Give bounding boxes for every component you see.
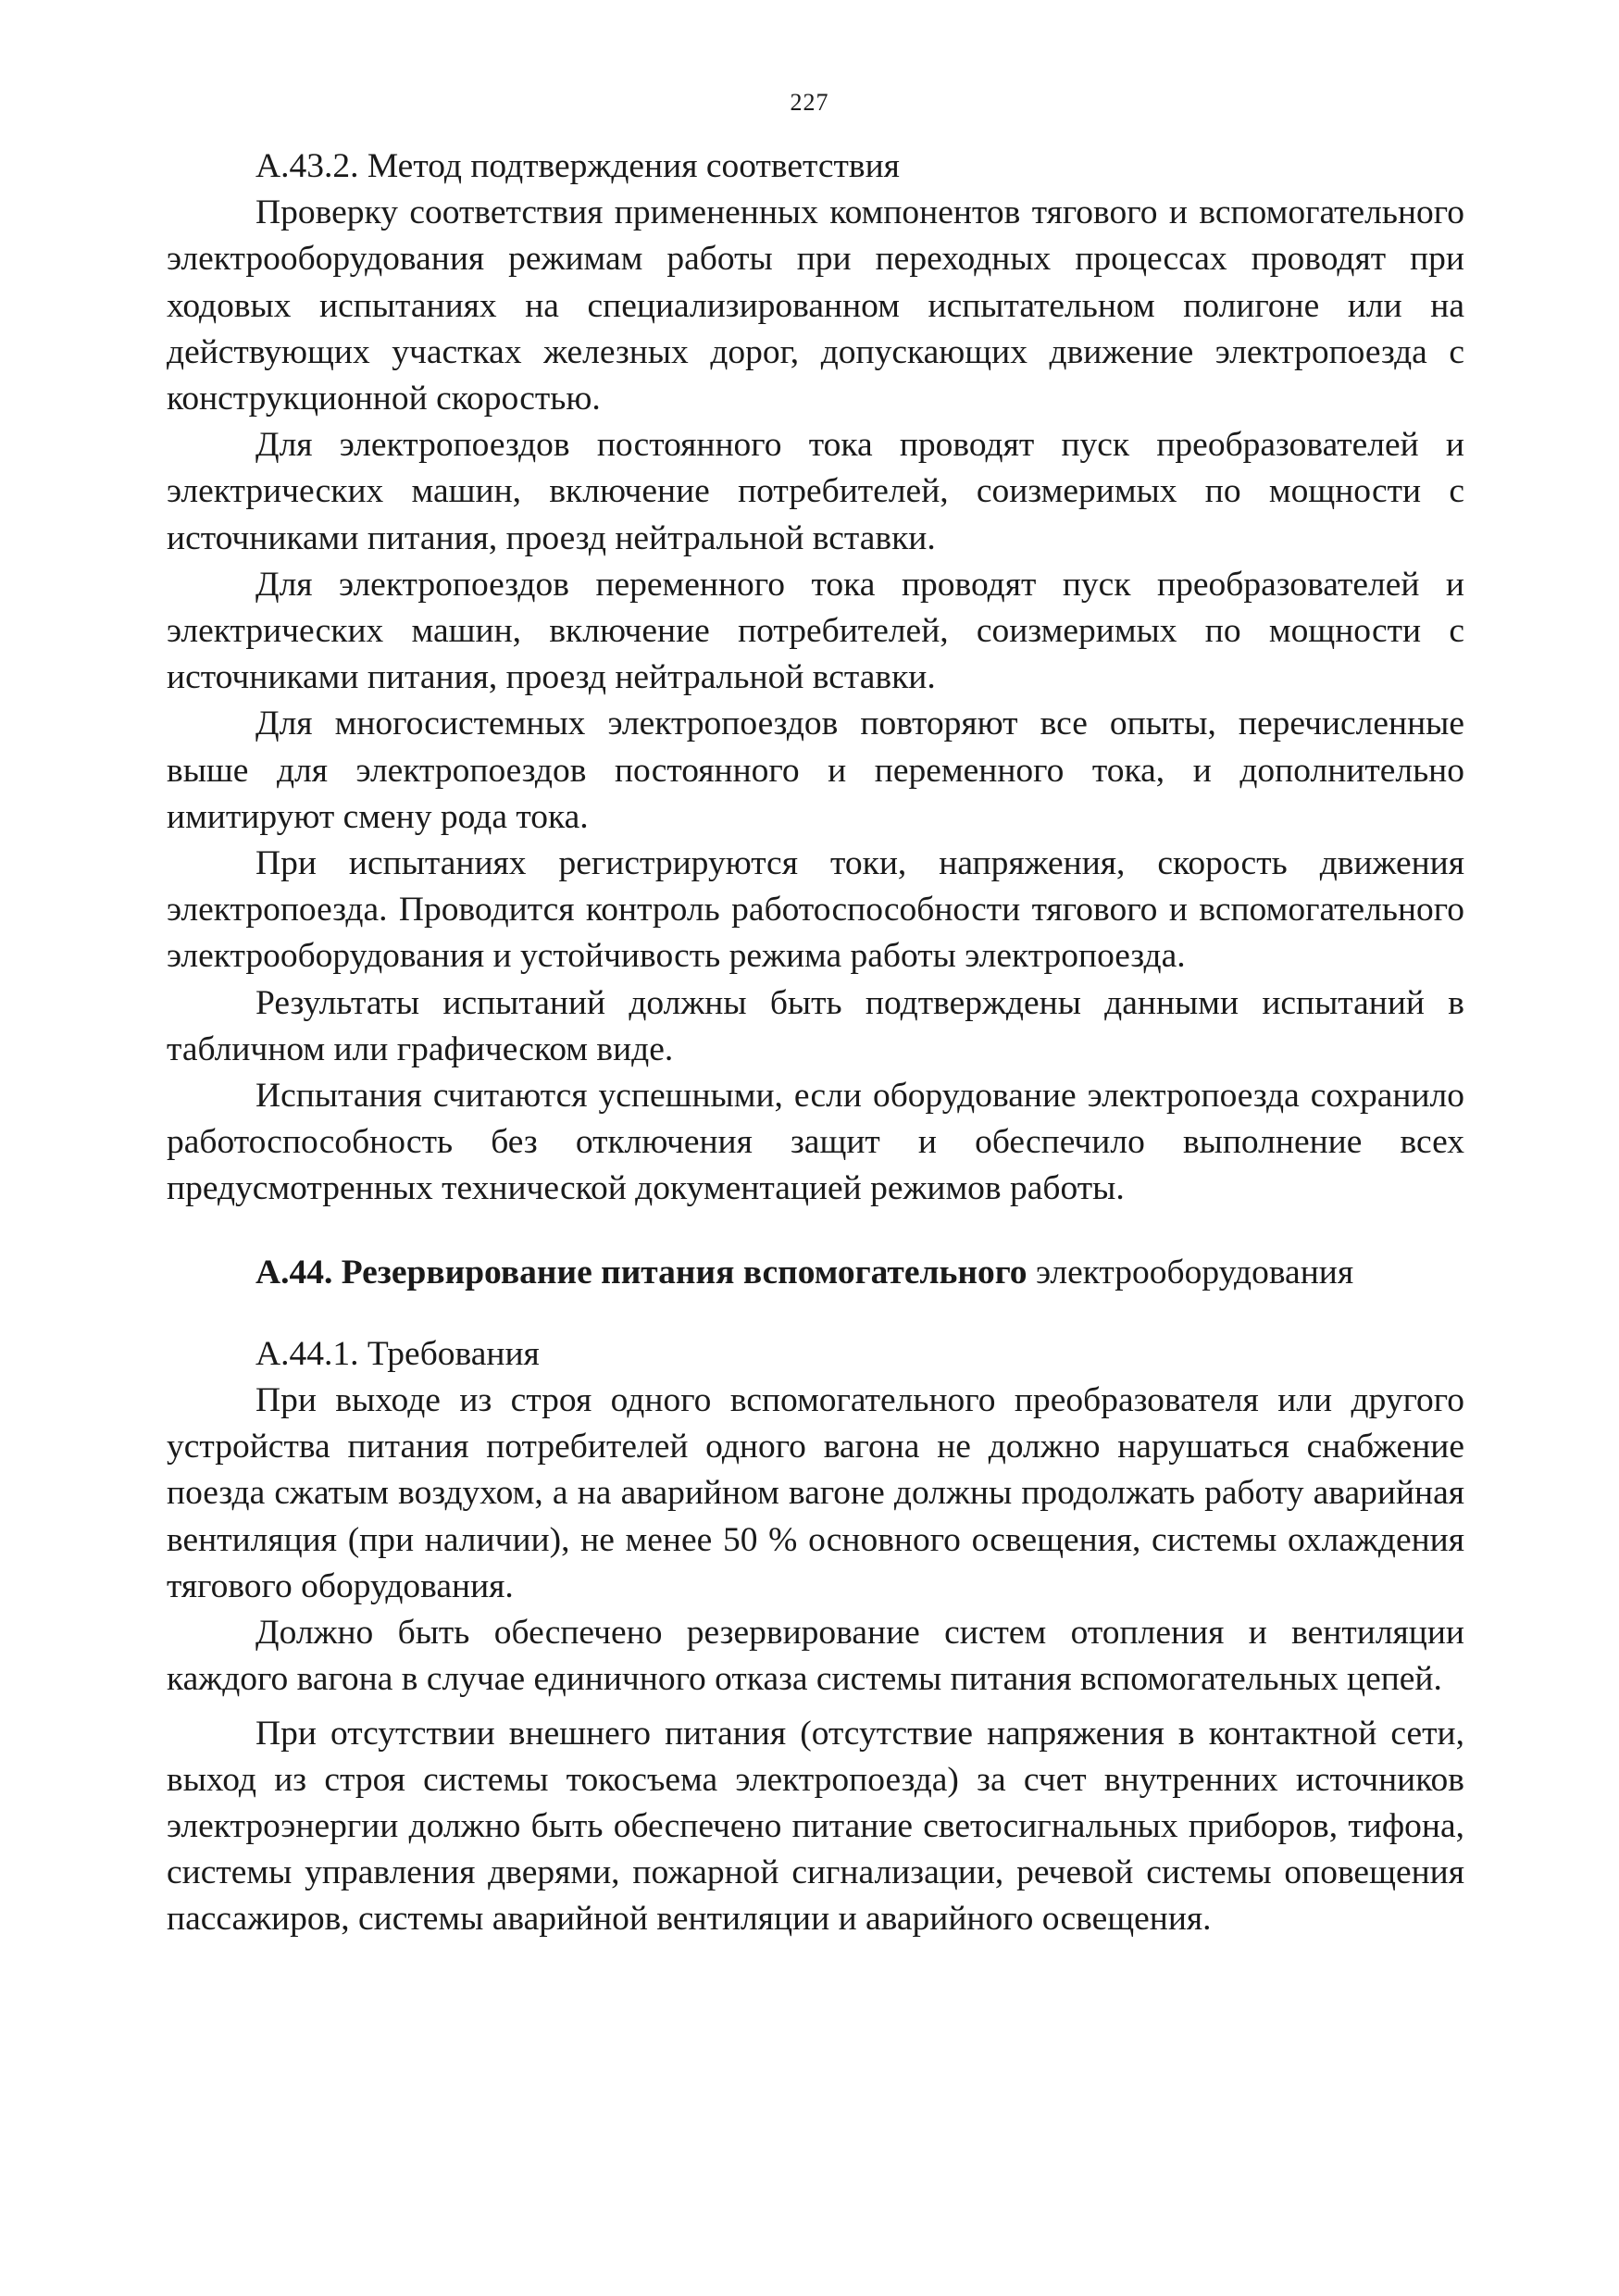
section-title-bold-part: А.44. Резервирование питания вспомогательного bbox=[255, 1253, 1027, 1292]
paragraph: При выходе из строя одного вспомогательного преобразователя или другого устройства питания потребителей одного вагона не должно нарушаться снабжение поезда сжатым воздухом, а на аварийном вагоне должны продолжать работу аварийная вентиляция (при наличии), не менее 50 % основного освещения, системы охлаждения тягового оборудования. bbox=[167, 1381, 1464, 1605]
paragraph: Для многосистемных электропоездов повторяют все опыты, перечисленные выше для электропоездов постоянного и переменного тока, и дополнительно имитируют смену рода тока. bbox=[167, 705, 1464, 836]
section-title-normal-part: электрооборудования bbox=[1027, 1253, 1354, 1292]
page-number: 227 bbox=[790, 89, 829, 116]
subsection-heading-a43-2: А.43.2. Метод подтверждения соответствия bbox=[255, 147, 900, 185]
paragraph: Проверку соответствия примененных компонентов тягового и вспомогательного электрооборудования режимам работы при переходных процессах проводят при ходовых испытаниях на специализированном испытательном полигоне или на действующих участках железных дорог, допускающих движение электропоезда с конструкционной скоростью. bbox=[167, 193, 1464, 418]
paragraph: Для электропоездов постоянного тока проводят пуск преобразователей и электрических машин, включение потребителей, соизмеримых по мощности с источниками питания, проезд нейтральной вставки. bbox=[167, 426, 1464, 557]
section-title-a44 bbox=[167, 1250, 1464, 1296]
paragraph: При испытаниях регистрируются токи, напряжения, скорость движения электропоезда. Проводится контроль работоспособности тягового и вспомогательного электрооборудования и устойчивость режима работы электропоезда. bbox=[167, 844, 1464, 976]
page-content bbox=[167, 144, 1464, 1943]
subsection-heading-a44-1: А.44.1. Требования bbox=[255, 1334, 540, 1373]
paragraph: Результаты испытаний должны быть подтверждены данными испытаний в табличном или графическом виде. bbox=[167, 983, 1464, 1068]
paragraph: Для электропоездов переменного тока проводят пуск преобразователей и электрических машин, включение потребителей, соизмеримых по мощности с источниками питания, проезд нейтральной вставки. bbox=[167, 565, 1464, 697]
paragraph: Должно быть обеспечено резервирование систем отопления и вентиляции каждого вагона в случае единичного отказа системы питания вспомогательных цепей. bbox=[167, 1614, 1464, 1699]
paragraph: Испытания считаются успешными, если оборудование электропоезда сохранило работоспособность без отключения защит и обеспечило выполнение всех предусмотренных технической документацией режимов работы. bbox=[167, 1077, 1464, 1208]
paragraph: При отсутствии внешнего питания (отсутствие напряжения в контактной сети, выход из строя системы токосъема электропоезда) за счет внутренних источников электроэнергии должно быть обеспечено питание светосигнальных приборов, тифона, системы управления дверями, пожарной сигнализации, речевой системы оповещения пассажиров, системы аварийной вентиляции и аварийного освещения. bbox=[167, 1714, 1464, 1939]
